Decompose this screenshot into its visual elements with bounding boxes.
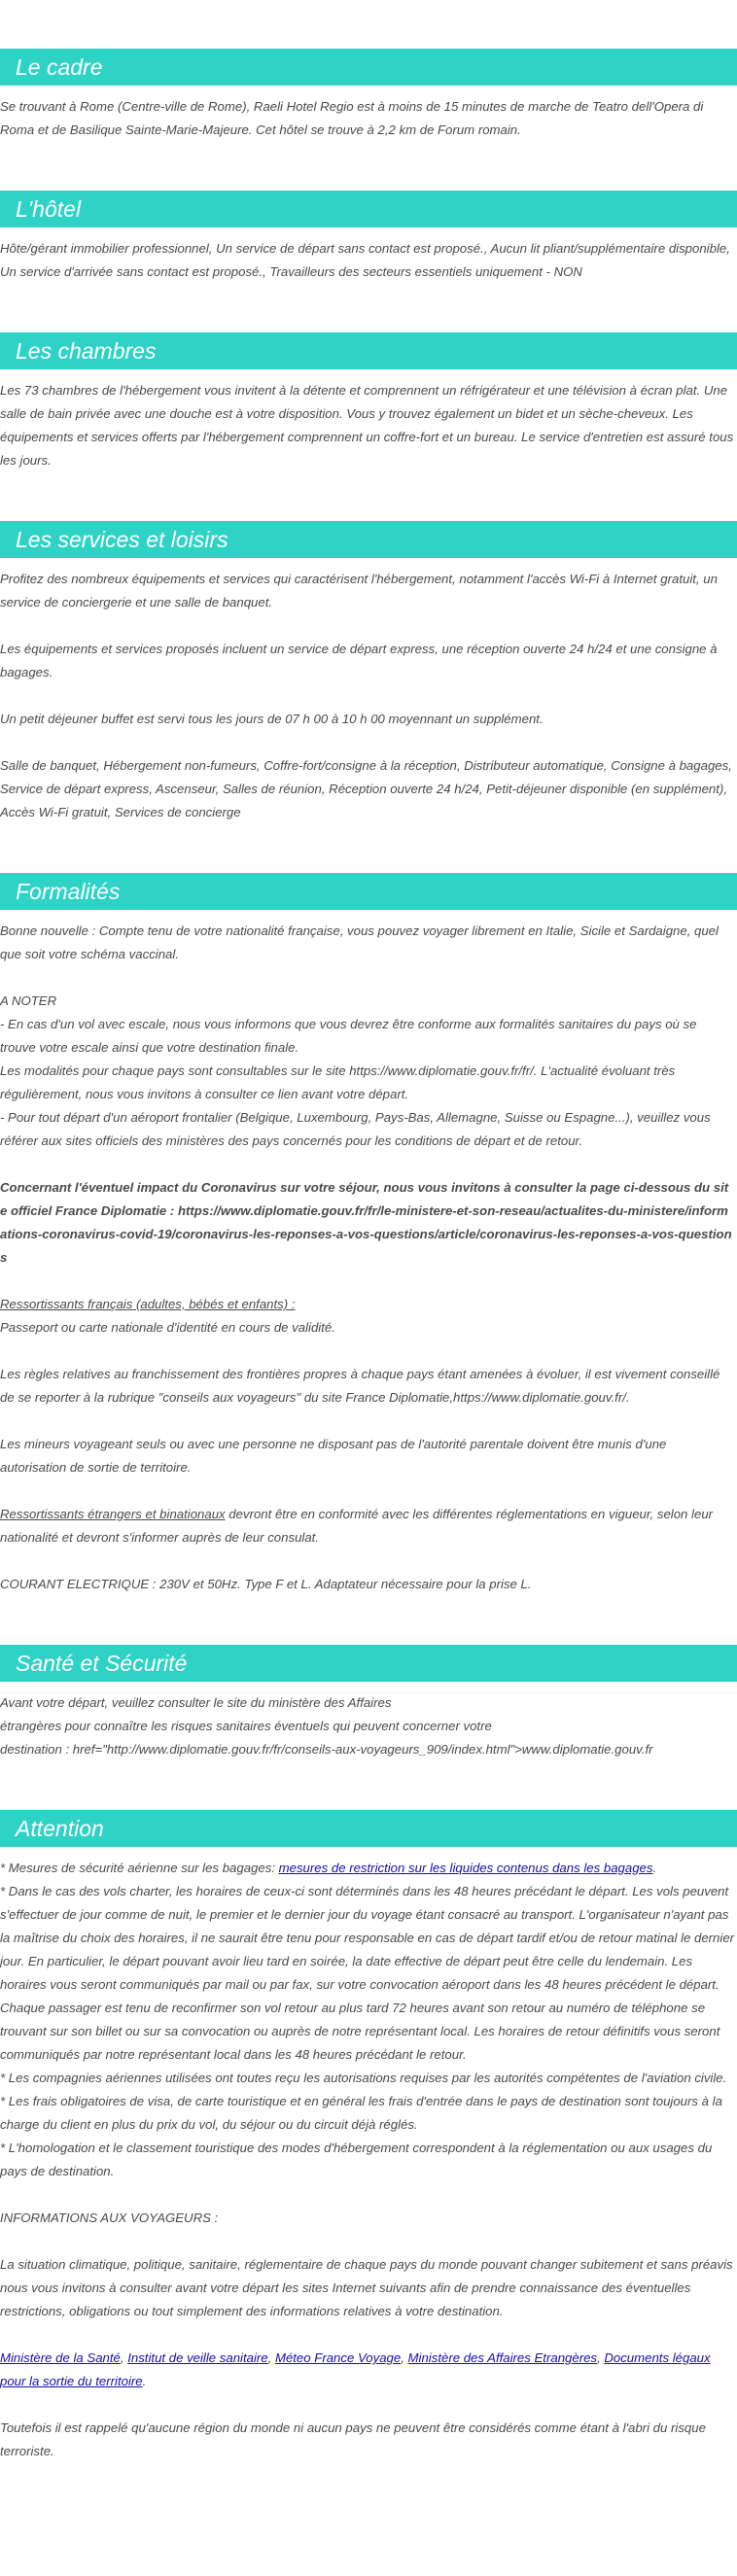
ressortissants-etrangers-title: Ressortissants étrangers et binationaux — [0, 1507, 226, 1521]
informations-voyageurs-title: INFORMATIONS AUX VOYAGEURS : — [0, 2210, 219, 2225]
link-institut-veille-sanitaire[interactable]: Institut de veille sanitaire — [127, 2350, 268, 2365]
mesures-suffix: . — [652, 1861, 657, 1875]
services-equipements: Les équipements et services proposés incluent un service de départ express, une réception ouverte 24 h/24 et une consigne à bagages. — [0, 642, 718, 679]
a-noter-title: A NOTER — [0, 993, 57, 1008]
formalites-bonne-nouvelle: Bonne nouvelle : Compte tenu de votre nationalité française, vous pouvez voyager librement en Italie, Sicile et Sardaigne, quel que soit votre schéma vaccinal. — [0, 923, 719, 961]
links-end: . — [142, 2374, 147, 2388]
section-services — [0, 521, 737, 824]
risque-terroriste: Toutefois il est rappelé qu'aucune région du monde ni aucun pays ne peuvent être considérés comme étant à l'abri du risque terroriste. — [0, 2420, 706, 2458]
mesures-prefix: * Mesures de sécurité aérienne sur les bagages: — [0, 1861, 279, 1875]
section-attention — [0, 1810, 737, 2463]
ressortissants-etrangers-text: devront être en conformité avec les différentes réglementations en vigueur, selon leur nationalité et devront s'informer auprès de leur consulat. — [0, 1507, 714, 1545]
section-chambres — [0, 332, 737, 472]
ressortissants-francais-title: Ressortissants français (adultes, bébés et enfants) : — [0, 1297, 296, 1311]
a-noter-frontalier: - Pour tout départ d'un aéroport frontalier (Belgique, Luxembourg, Pays-Bas, Allemagne, Suisse ou Espagne...), veuillez vous référer aux sites officiels des ministères des pays concernés pour les conditions de départ et de retour. — [0, 1110, 711, 1148]
coronavirus-notice: Concernant l'éventuel impact du Coronavirus sur votre séjour, nous vous invitons à consulter la page ci-dessous du site officiel France Diplomatie : https://www.diplomatie.gouv.fr/fr/le-ministere-et-son-reseau/actualites-du-ministere/informations-coronavirus-covid-19/coronavirus-les-reponses-a-vos-questions/article/coronavirus-les-reponses-a-vos-questions — [0, 1180, 732, 1265]
section-title-hotel: L'hôtel — [0, 191, 737, 227]
section-cadre — [0, 49, 737, 142]
homologation: * L'homologation et le classement touristique des modes d'hébergement correspondent à la réglementation ou aux usages du pays de destination. — [0, 2141, 713, 2178]
a-noter-modalites: Les modalités pour chaque pays sont consultables sur le site https://www.diplomatie.gouv.fr/fr/. L'actualité évoluant très régulièrement, nous vous invitons à consulter ce lien avant votre départ. — [0, 1063, 676, 1101]
sante-line-3: destination : href="http://www.diplomatie.gouv.fr/fr/conseils-aux-voyageurs_909/index.html">www.diplomatie.gouv.fr — [0, 1742, 653, 1757]
services-liste: Salle de banquet, Hébergement non-fumeurs, Coffre-fort/consigne à la réception, Distributeur automatique, Consigne à bagages, Service de départ express, Ascenseur, Salles de réunion, Réception ouverte 24 h/24, Petit-déjeuner disponible (en supplément), Accès Wi-Fi gratuit, Services de concierge — [0, 758, 732, 819]
page — [0, 49, 737, 2502]
section-title-attention: Attention — [0, 1810, 737, 1847]
ressortissants-etrangers — [0, 1503, 735, 1549]
services-petit-dejeuner: Un petit déjeuner buffet est servi tous les jours de 07 h 00 à 10 h 00 moyennant un supplément. — [0, 712, 544, 726]
situation-text: La situation climatique, politique, sanitaire, réglementaire de chaque pays du monde pouvant changer subitement et sans préavis nous vous invitons à consulter avant votre départ les sites Internet suivants afin de prendre connaissance des éventuelles restrictions, obligations ou tout simplement des informations relatives à votre destination. — [0, 2257, 733, 2318]
link-separator: , — [267, 2350, 275, 2365]
section-formalites — [0, 873, 737, 1596]
mesures-bagages — [0, 1857, 735, 1880]
sante-line-2: étrangères pour connaître les risques sanitaires éventuels qui peuvent concerner votre — [0, 1719, 492, 1733]
link-separator: , — [401, 2350, 408, 2365]
section-title-cadre: Le cadre — [0, 49, 737, 86]
a-noter-escale: - En cas d'un vol avec escale, nous vous informons que vous devrez être conforme aux formalités sanitaires du pays où se trouve votre escale ainsi que votre destination finale. — [0, 1017, 697, 1055]
courant-electrique: COURANT ELECTRIQUE : 230V et 50Hz. Type F et L. Adaptateur nécessaire pour la prise L. — [0, 1577, 532, 1591]
services-intro: Profitez des nombreux équipements et services qui caractérisent l'hébergement, notamment l'accès Wi-Fi à Internet gratuit, un service de conciergerie et une salle de banquet. — [0, 572, 718, 609]
section-title-formalites: Formalités — [0, 873, 737, 910]
section-sante — [0, 1645, 737, 1761]
sante-line-1: Avant votre départ, veuillez consulter le site du ministère des Affaires — [0, 1695, 392, 1710]
ressortissants-francais-text: Passeport ou carte nationale d'identité en cours de validité. — [0, 1320, 335, 1335]
vols-charter: * Dans le cas des vols charter, les horaires de ceux-ci sont déterminés dans les 48 heures précédant le départ. Les vols peuvent s'effectuer de jour comme de nuit, le premier et le dernier jour du voyage étant consacré au transport. L'organisateur n'ayant pas la maîtrise du choix des horaires, il ne saurait être tenu pour responsable en cas de départ tardif et/ou de retour matinal le dernier jour. En particulier, le départ pouvant avoir lieu tard en soirée, la date effective de départ peut être celle du lendemain. Les horaires vous seront communiqués par mail ou par fax, sur votre convocation aéroport dans les 48 heures précédent le départ. Chaque passager est tenu de reconfirmer son vol retour au plus tard 72 heures avant son retour au numéro de téléphone se trouvant sur son billet ou sur sa convocation ou auprès de notre représentant local. Les horaires de retour définitifs vous seront communiqués par notre représentant local dans les 48 heures précédant le retour. — [0, 1884, 735, 2062]
mesures-restriction-link[interactable]: mesures de restriction sur les liquides contenus dans les bagages — [278, 1861, 653, 1875]
frais-obligatoires: * Les frais obligatoires de visa, de carte touristique et en général les frais d'entrée dans le pays de destination sont toujours à la charge du client en plus du prix du vol, du séjour ou du circuit déjà réglés. — [0, 2094, 722, 2132]
section-title-chambres: Les chambres — [0, 332, 737, 369]
link-meteo-france-voyage[interactable]: Méteo France Voyage — [274, 2350, 402, 2365]
regles-frontieres: Les règles relatives au franchissement des frontières propres à chaque pays étant amenées à évoluer, il est vivement conseillé de se reporter à la rubrique "conseils aux voyageurs" du site France Diplomatie,https://www.diplomatie.gouv.fr/. — [0, 1367, 720, 1405]
cadre-text: Se trouvant à Rome (Centre-ville de Rome), Raeli Hotel Regio est à moins de 15 minutes de marche de Teatro dell'Opera di Roma et de Basilique Sainte-Marie-Majeure. Cet hôtel se trouve à 2,2 km de Forum romain. — [0, 99, 704, 137]
section-title-sante: Santé et Sécurité — [0, 1645, 737, 1682]
link-separator: , — [597, 2350, 605, 2365]
liens-officiels — [0, 2347, 735, 2393]
link-separator: , — [120, 2350, 128, 2365]
mineurs-text: Les mineurs voyageant seuls ou avec une personne ne disposant pas de l'autorité parentale doivent être munis d'une autorisation de sortie de territoire. — [0, 1437, 667, 1475]
link-documents-legaux[interactable]: Documents légaux pour la sortie du territoire — [0, 2350, 711, 2388]
hotel-text: Hôte/gérant immobilier professionnel, Un service de départ sans contact est proposé., Aucun lit pliant/supplémentaire disponible, Un service d'arrivée sans contact est proposé., Travailleurs des secteurs essentiels uniquement - NON — [0, 241, 730, 279]
section-title-services: Les services et loisirs — [0, 521, 737, 558]
link-ministere-sante[interactable]: Ministère de la Santé — [0, 2350, 121, 2365]
chambres-text: Les 73 chambres de l'hébergement vous invitent à la détente et comprennent un réfrigérateur et une télévision à écran plat. Une salle de bain privée avec une douche est à votre disposition. Vous y trouvez également un bidet et un sèche-cheveux. Les équipements et services offerts par l'hébergement comprennent un coffre-fort et un bureau. Le service d'entretien est assuré tous les jours. — [0, 383, 734, 468]
compagnies-aeriennes: * Les compagnies aériennes utilisées ont toutes reçu les autorisations requises par les autorités compétentes de l'aviation civile. — [0, 2071, 727, 2085]
link-ministere-affaires-etrangeres[interactable]: Ministère des Affaires Etrangères — [407, 2350, 598, 2365]
section-hotel — [0, 191, 737, 284]
